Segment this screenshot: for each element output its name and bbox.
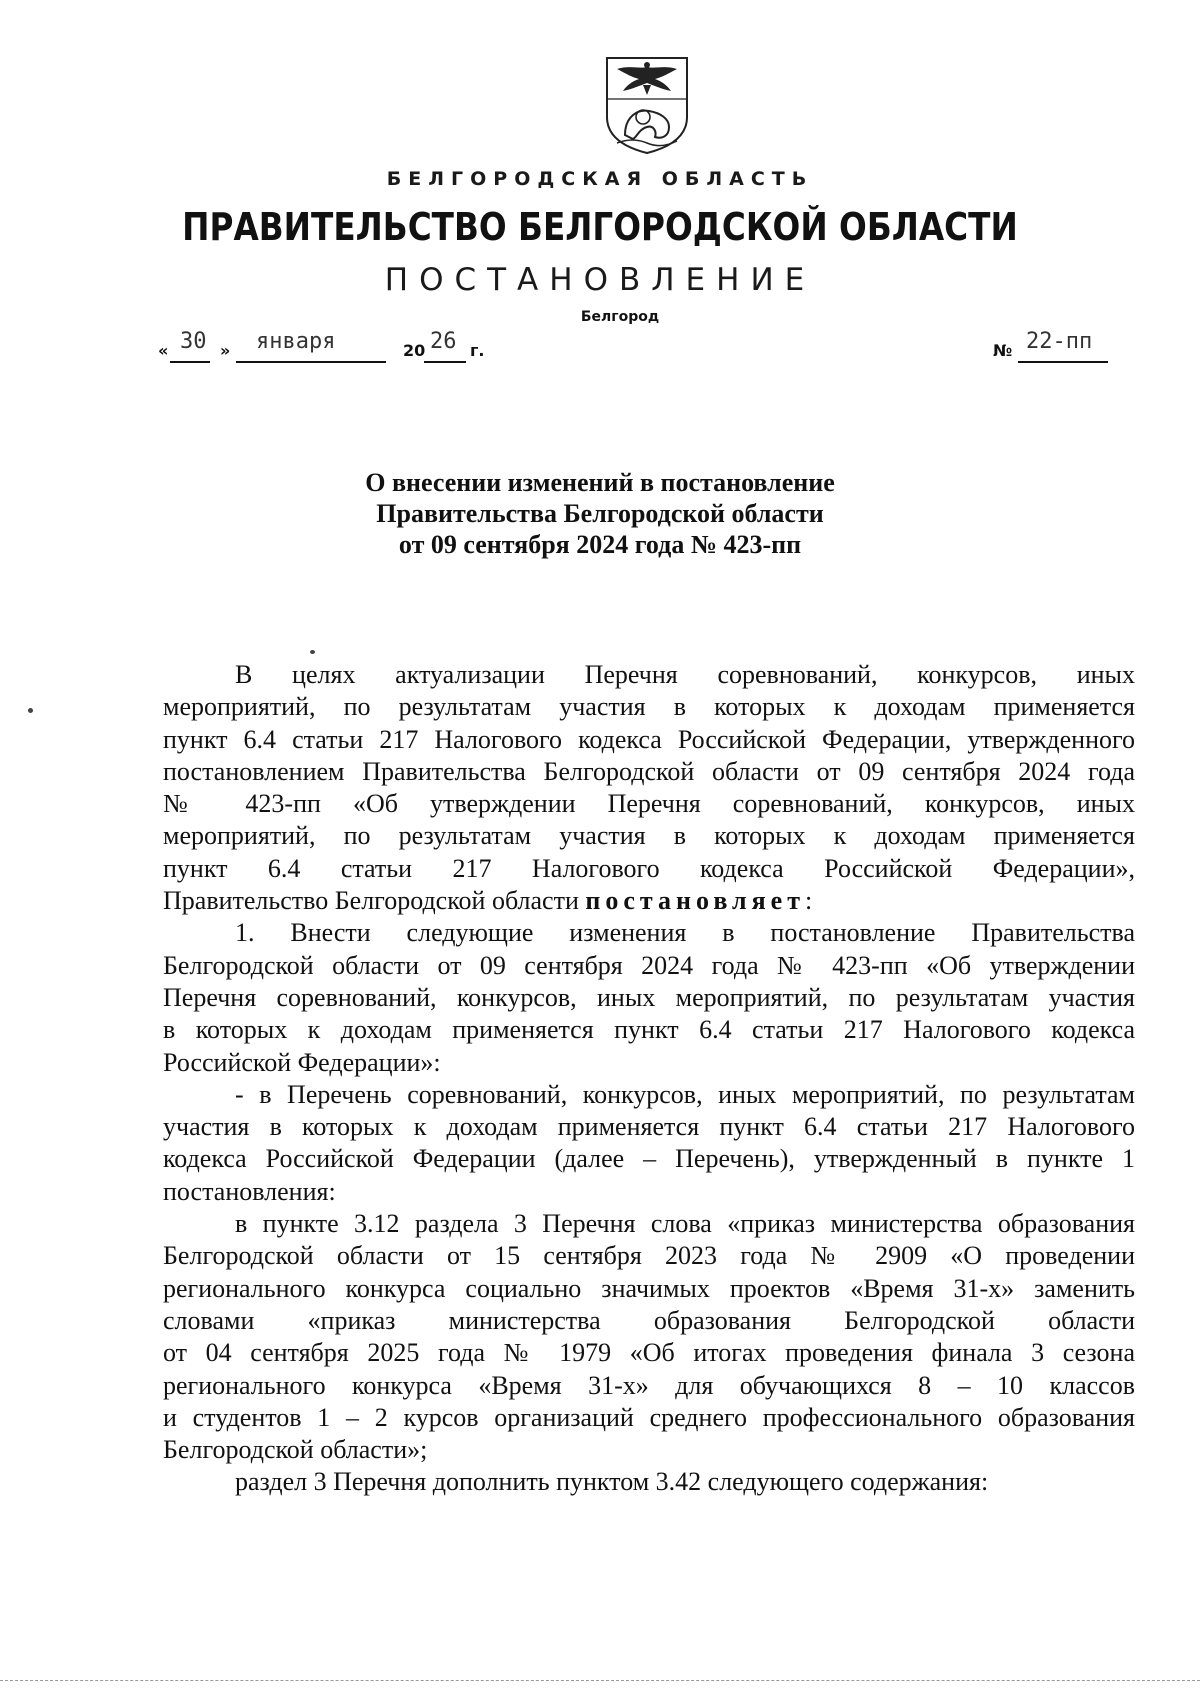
body-line: № 423-пп «Об утверждении Перечня соревнований, конкурсов, иных	[163, 789, 1135, 819]
body-line: В целях актуализации Перечня соревнований, конкурсов, иных	[235, 660, 1135, 689]
title-line: О внесении изменений в постановление	[365, 468, 835, 497]
date-number-line	[158, 329, 1108, 365]
body-line: и студентов 1 – 2 курсов организаций среднего профессионального образования	[163, 1402, 1135, 1432]
month-underline	[236, 361, 386, 363]
body-line: мероприятий, по результатам участия в которых к доходам применяется	[163, 821, 1135, 851]
day-underline	[170, 361, 210, 363]
date-close-quote: »	[220, 341, 231, 360]
body-line: Белгородской области»;	[163, 1435, 428, 1465]
body-line: в которых к доходам применяется пункт 6.4 статьи 217 Налогового кодекса	[163, 1015, 1135, 1045]
date-century: 20	[403, 341, 426, 360]
coat-of-arms-icon	[603, 55, 691, 155]
body-line: пункт 6.4 статьи 217 Налогового кодекса Российской Федерации»,	[163, 853, 1135, 883]
date-open-quote: «	[158, 341, 169, 360]
body-line: Перечня соревнований, конкурсов, иных мероприятий, по результатам участия	[163, 982, 1135, 1012]
body-line: кодекса Российской Федерации (далее – Перечень), утвержденный в пункте 1	[163, 1144, 1135, 1174]
decree-word: постановляет	[585, 886, 805, 916]
city-label: Белгород	[580, 309, 660, 325]
body-line: участия в которых к доходам применяется пункт 6.4 статьи 217 Налогового	[163, 1112, 1135, 1142]
date-year: 26	[430, 329, 457, 354]
date-month: января	[256, 329, 336, 354]
decree-subject: Правительство Белгородской области	[163, 886, 579, 916]
document-title	[0, 467, 1200, 560]
body-line: постановлением Правительства Белгородской области от 09 сентября 2024 года	[163, 756, 1135, 786]
scan-speck	[310, 650, 315, 654]
body-line: Белгородской области от 15 сентября 2023 года № 2909 «О проведении	[163, 1241, 1135, 1271]
document-body	[163, 659, 1135, 1499]
body-line: от 04 сентября 2025 года № 1979 «Об итогах проведения финала 3 сезона	[163, 1338, 1135, 1368]
body-line-decree	[163, 885, 1135, 917]
number-underline	[1018, 361, 1108, 363]
body-line: раздел 3 Перечня дополнить пунктом 3.42 следующего содержания:	[235, 1467, 989, 1497]
body-line: Белгородской области от 09 сентября 2024 года № 423-пп «Об утверждении	[163, 950, 1135, 980]
body-line: Российской Федерации»:	[163, 1047, 441, 1077]
body-line: словами «приказ министерства образования Белгородской области	[163, 1305, 1135, 1335]
title-line: от 09 сентября 2024 года № 423-пп	[398, 530, 802, 559]
year-underline	[424, 361, 466, 363]
document-type-heading: ПОСТАНОВЛЕНИЕ	[384, 262, 816, 298]
body-line: мероприятий, по результатам участия в которых к доходам применяется	[163, 692, 1135, 722]
body-line: постановления:	[163, 1176, 336, 1206]
number-label: №	[993, 341, 1013, 360]
government-heading: ПРАВИТЕЛЬСТВО БЕЛГОРОДСКОЙ ОБЛАСТИ	[182, 205, 1018, 249]
body-line: регионального конкурса социально значимых проектов «Время 31-х» заменить	[163, 1273, 1135, 1303]
body-line: регионального конкурса «Время 31-х» для обучающихся 8 – 10 классов	[163, 1370, 1135, 1400]
title-line: Правительства Белгородской области	[376, 499, 824, 528]
date-year-mark: г.	[470, 341, 485, 360]
body-line: - в Перечень соревнований, конкурсов, иных мероприятий, по результатам	[235, 1079, 1135, 1109]
document-number: 22-пп	[1026, 329, 1093, 354]
body-line: 1. Внести следующие изменения в постановление Правительства	[235, 918, 1135, 948]
body-line: в пункте 3.12 раздела 3 Перечня слова «приказ министерства образования	[235, 1209, 1135, 1239]
date-day: 30	[180, 329, 207, 354]
scan-speck	[28, 708, 33, 713]
decree-colon: :	[804, 886, 813, 916]
region-heading: БЕЛГОРОДСКАЯ ОБЛАСТЬ	[386, 168, 814, 190]
scan-edge-line	[0, 1680, 1200, 1681]
body-line: пункт 6.4 статьи 217 Налогового кодекса Российской Федерации, утвержденного	[163, 724, 1135, 754]
